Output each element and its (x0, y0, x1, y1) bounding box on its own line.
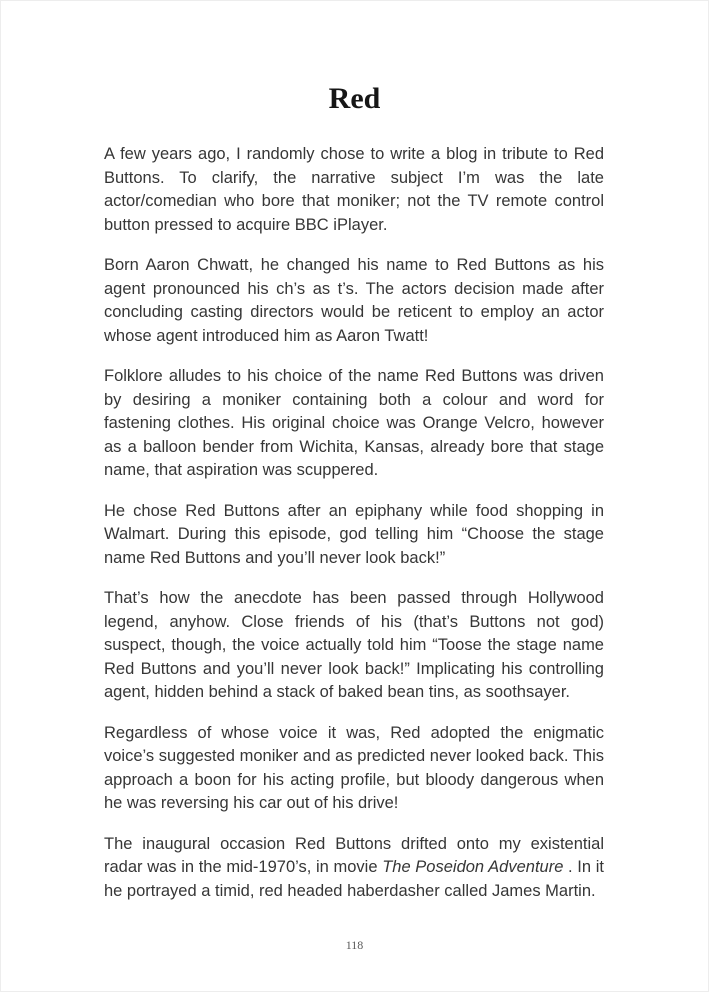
paragraph (104, 587, 604, 705)
text-run: . In it he portrayed a timid, red headed haberdasher called James Martin. (104, 858, 604, 900)
text-run: Born Aaron Chwatt, he changed his name to Red Buttons as his agent pronounced his ch’s as t’s. The actors decision made after concluding casting directors would be reticent to employ an actor whose agent introduced him as Aaron Twatt! (104, 256, 604, 345)
text-run: Folklore alludes to his choice of the name Red Buttons was driven by desiring a moniker containing both a colour and word for fastening clothes. His original choice was Orange Velcro, however as a balloon bender from Wichita, Kansas, already bore that stage name, that aspiration was scuppered. (104, 367, 604, 479)
page-number: 118 (345, 938, 364, 952)
paragraph (104, 833, 604, 904)
page-title: Red (328, 82, 381, 115)
paragraph (104, 143, 604, 237)
paragraph (104, 500, 604, 571)
italic-text-run: The Poseidon Adventure (382, 858, 564, 876)
text-run: He chose Red Buttons after an epiphany while food shopping in Walmart. During this episode, god telling him “Choose the stage name Red Buttons and you’ll never look back!” (104, 501, 604, 567)
text-run: A few years ago, I randomly chose to write a blog in tribute to Red Buttons. To clarify, the narrative subject I’m was the late actor/comedian who bore that moniker; not the TV remote control button pressed to acquire BBC iPlayer. (104, 145, 604, 234)
paragraph (104, 365, 604, 483)
paragraph (104, 254, 604, 348)
text-run: Regardless of whose voice it was, Red adopted the enigmatic voice’s suggested moniker and as predicted never looked back. This approach a boon for his acting profile, but bloody dangerous when he was reversing his car out of his drive! (104, 723, 604, 812)
text-run: That’s how the anecdote has been passed through Hollywood legend, anyhow. Close friends of his (that’s Buttons not god) suspect, though, the voice actually told him “Toose the stage name Red Buttons and you’ll never look back!” Implicating his controlling agent, hidden behind a stack of baked bean tins, as soothsayer. (104, 589, 604, 701)
paragraph (104, 722, 604, 816)
page-body (104, 143, 604, 920)
text-run: The inaugural occasion Red Buttons drifted onto my existential radar was in the mid-1970’s, in movie (104, 834, 604, 876)
